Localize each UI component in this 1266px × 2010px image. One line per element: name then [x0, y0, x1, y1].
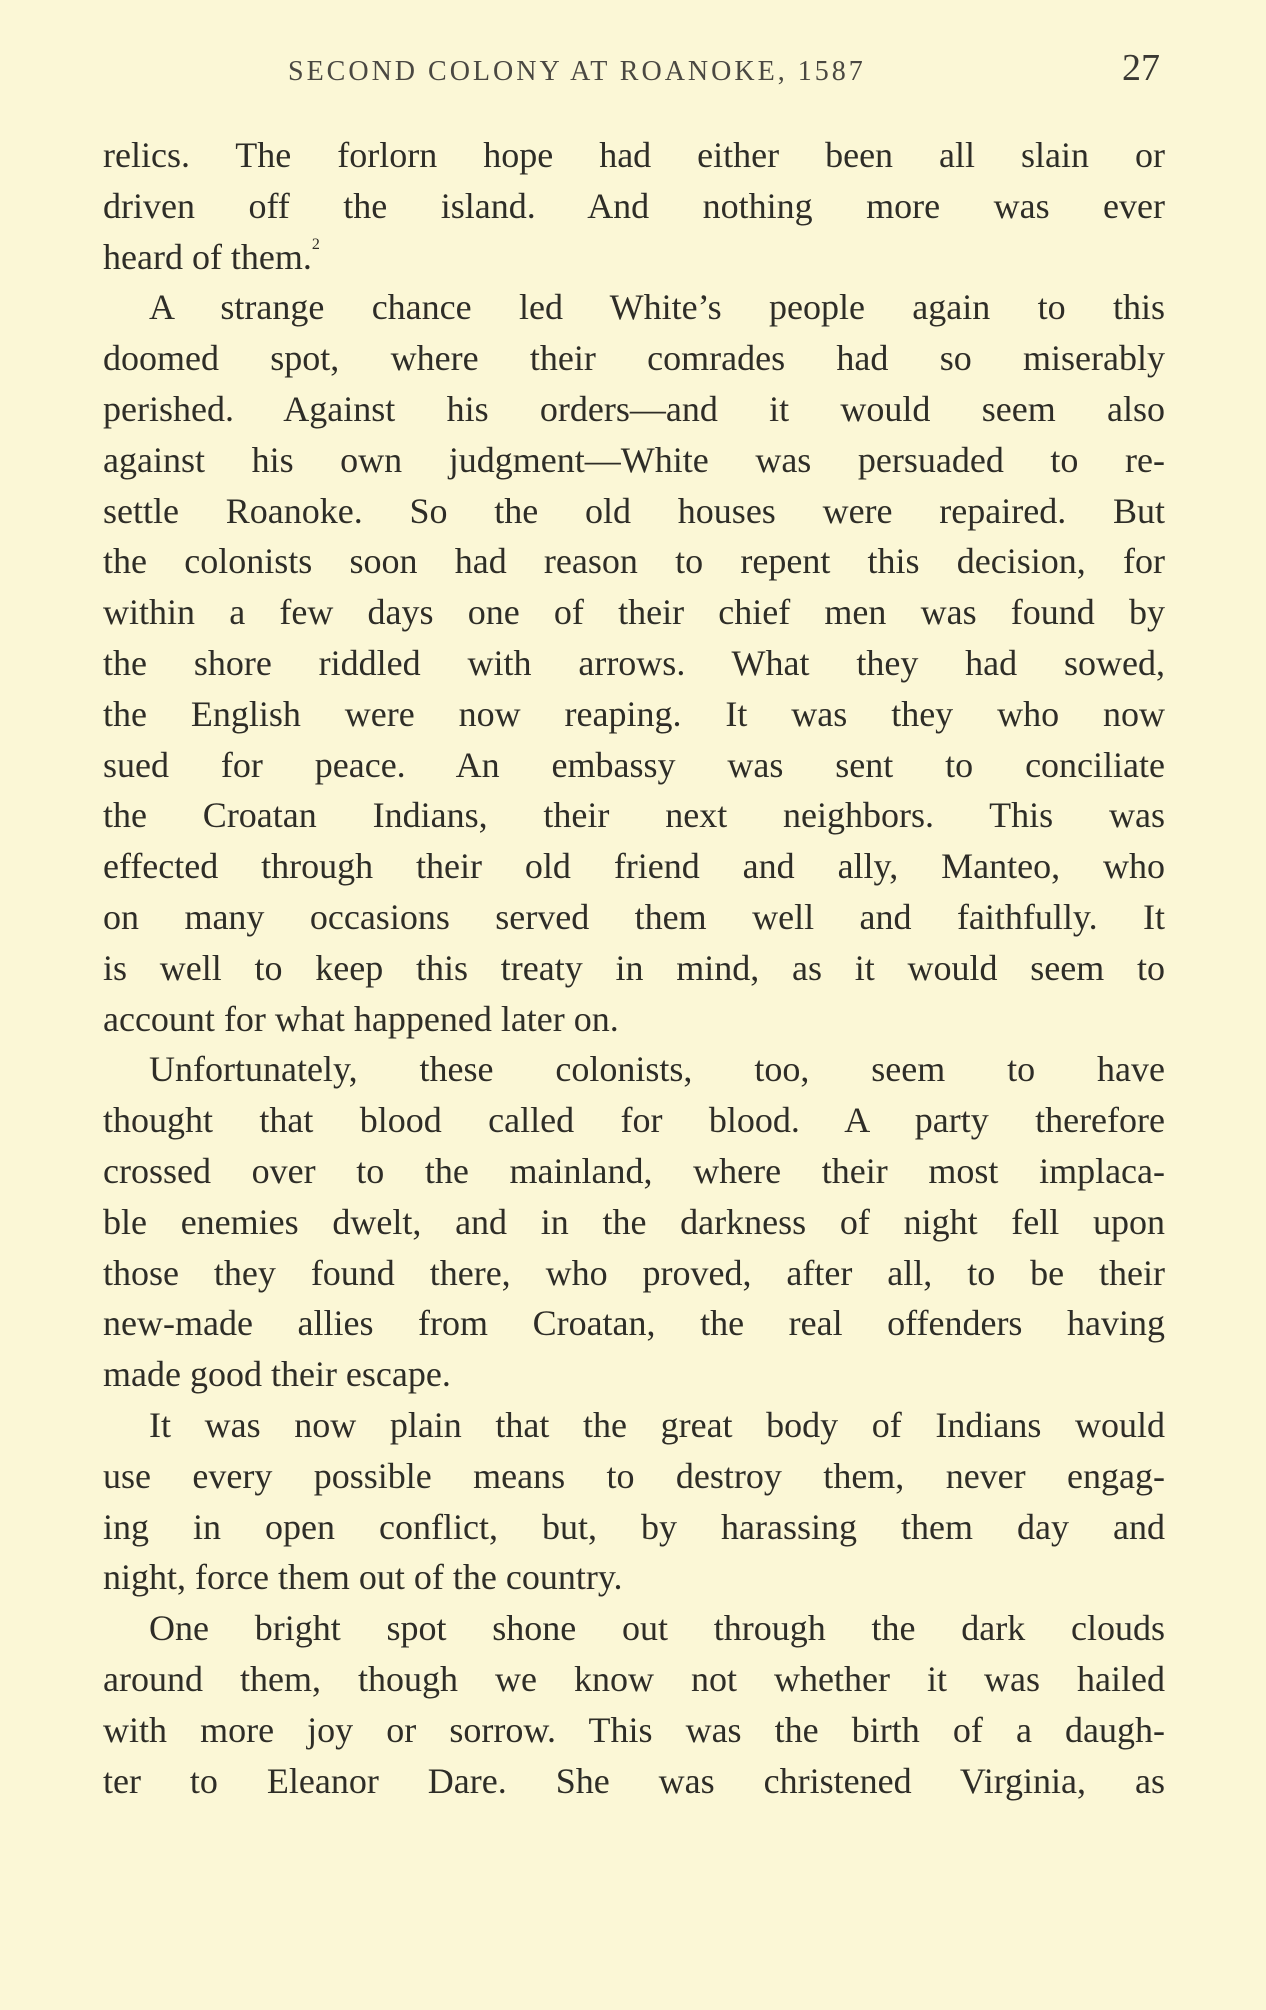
text-line — [103, 689, 1165, 740]
body-text — [103, 130, 1165, 1806]
page-header — [100, 46, 1160, 96]
text-line-content: against his own judgment—White was persuaded to re- — [103, 439, 1165, 480]
text-line-content: within a few days one of their chief men was found by — [103, 592, 1165, 633]
text-line-content: night, force them out of the country. — [103, 1557, 623, 1598]
text-line-content: on many occasions served them well and faithfully. It — [103, 896, 1165, 937]
text-line-content: crossed over to the mainland, where their most implaca- — [103, 1150, 1165, 1191]
text-line-content: with more joy or sorrow. This was the birth of a daugh- — [103, 1709, 1165, 1750]
text-line — [103, 333, 1165, 384]
text-line-content: account for what happened later on. — [103, 998, 619, 1039]
text-line-content: relics. The forlorn hope had either been all slain or — [103, 135, 1165, 175]
text-line — [103, 232, 1165, 283]
text-line — [103, 181, 1165, 232]
text-line — [103, 1552, 1165, 1603]
text-line-content: A strange chance led White’s people again to this — [149, 287, 1165, 328]
text-line-content: thought that blood called for blood. A party therefore — [103, 1100, 1165, 1141]
text-line — [103, 994, 1165, 1045]
text-line-content: those they found there, who proved, after all, to be their — [103, 1252, 1165, 1293]
text-line-content: the Croatan Indians, their next neighbors. This was — [103, 795, 1165, 836]
text-line — [103, 587, 1165, 638]
text-line-content: ter to Eleanor Dare. She was christened Virginia, as — [103, 1760, 1165, 1801]
text-line — [103, 1502, 1165, 1553]
text-line — [103, 1654, 1165, 1705]
text-line-content: made good their escape. — [103, 1354, 451, 1395]
text-line-content: effected through their old friend and ally, Manteo, who — [103, 846, 1165, 887]
running-head: SECOND COLONY AT ROANOKE, 1587 — [288, 56, 866, 87]
text-line — [103, 435, 1165, 486]
text-line-content: the English were now reaping. It was they who now — [103, 693, 1165, 734]
text-line — [103, 841, 1165, 892]
text-line — [103, 892, 1165, 943]
text-line — [103, 1248, 1165, 1299]
text-line-content: perished. Against his orders—and it would seem also — [103, 388, 1165, 429]
text-line — [103, 1705, 1165, 1756]
text-line — [103, 1197, 1165, 1248]
text-line — [103, 1095, 1165, 1146]
text-line-content: It was now plain that the great body of Indians would — [149, 1404, 1165, 1445]
text-line — [103, 536, 1165, 587]
text-line — [103, 486, 1165, 537]
text-line-content: the colonists soon had reason to repent this decision, for — [103, 541, 1165, 582]
text-line-content: heard of them. — [103, 236, 312, 277]
text-line-content: ing in open conflict, but, by harassing them day and — [103, 1506, 1165, 1547]
text-line — [103, 1146, 1165, 1197]
text-line — [103, 1298, 1165, 1349]
text-line-content: doomed spot, where their comrades had so miserably — [103, 338, 1165, 379]
page-number: 27 — [1122, 47, 1160, 89]
text-line — [103, 1400, 1165, 1451]
text-line-content: the shore riddled with arrows. What they had sowed, — [103, 642, 1165, 683]
text-line — [103, 1603, 1165, 1654]
text-line-content: One bright spot shone out through the dark clouds — [149, 1608, 1165, 1649]
text-line-content: use every possible means to destroy them, never engag- — [103, 1455, 1165, 1496]
text-line — [103, 130, 1165, 181]
text-line-content: is well to keep this treaty in mind, as it would seem to — [103, 947, 1165, 988]
text-line — [103, 638, 1165, 689]
text-line — [103, 943, 1165, 994]
text-line — [103, 790, 1165, 841]
text-line — [103, 384, 1165, 435]
text-line — [103, 1044, 1165, 1095]
text-line-content: around them, though we know not whether it was hailed — [103, 1658, 1165, 1699]
text-line — [103, 282, 1165, 333]
text-line-content: Unfortunately, these colonists, too, seem to have — [149, 1049, 1165, 1090]
footnote-marker: 2 — [311, 235, 320, 253]
text-line — [103, 740, 1165, 791]
text-line — [103, 1756, 1165, 1807]
text-line-content: ble enemies dwelt, and in the darkness of night fell upon — [103, 1201, 1165, 1242]
text-line-content: sued for peace. An embassy was sent to conciliate — [103, 744, 1165, 785]
text-line — [103, 1451, 1165, 1502]
text-line-content: driven off the island. And nothing more was ever — [103, 185, 1165, 226]
text-line-content: new-made allies from Croatan, the real offenders having — [103, 1303, 1165, 1344]
text-line-content: settle Roanoke. So the old houses were repaired. But — [103, 490, 1165, 531]
text-line — [103, 1349, 1165, 1400]
